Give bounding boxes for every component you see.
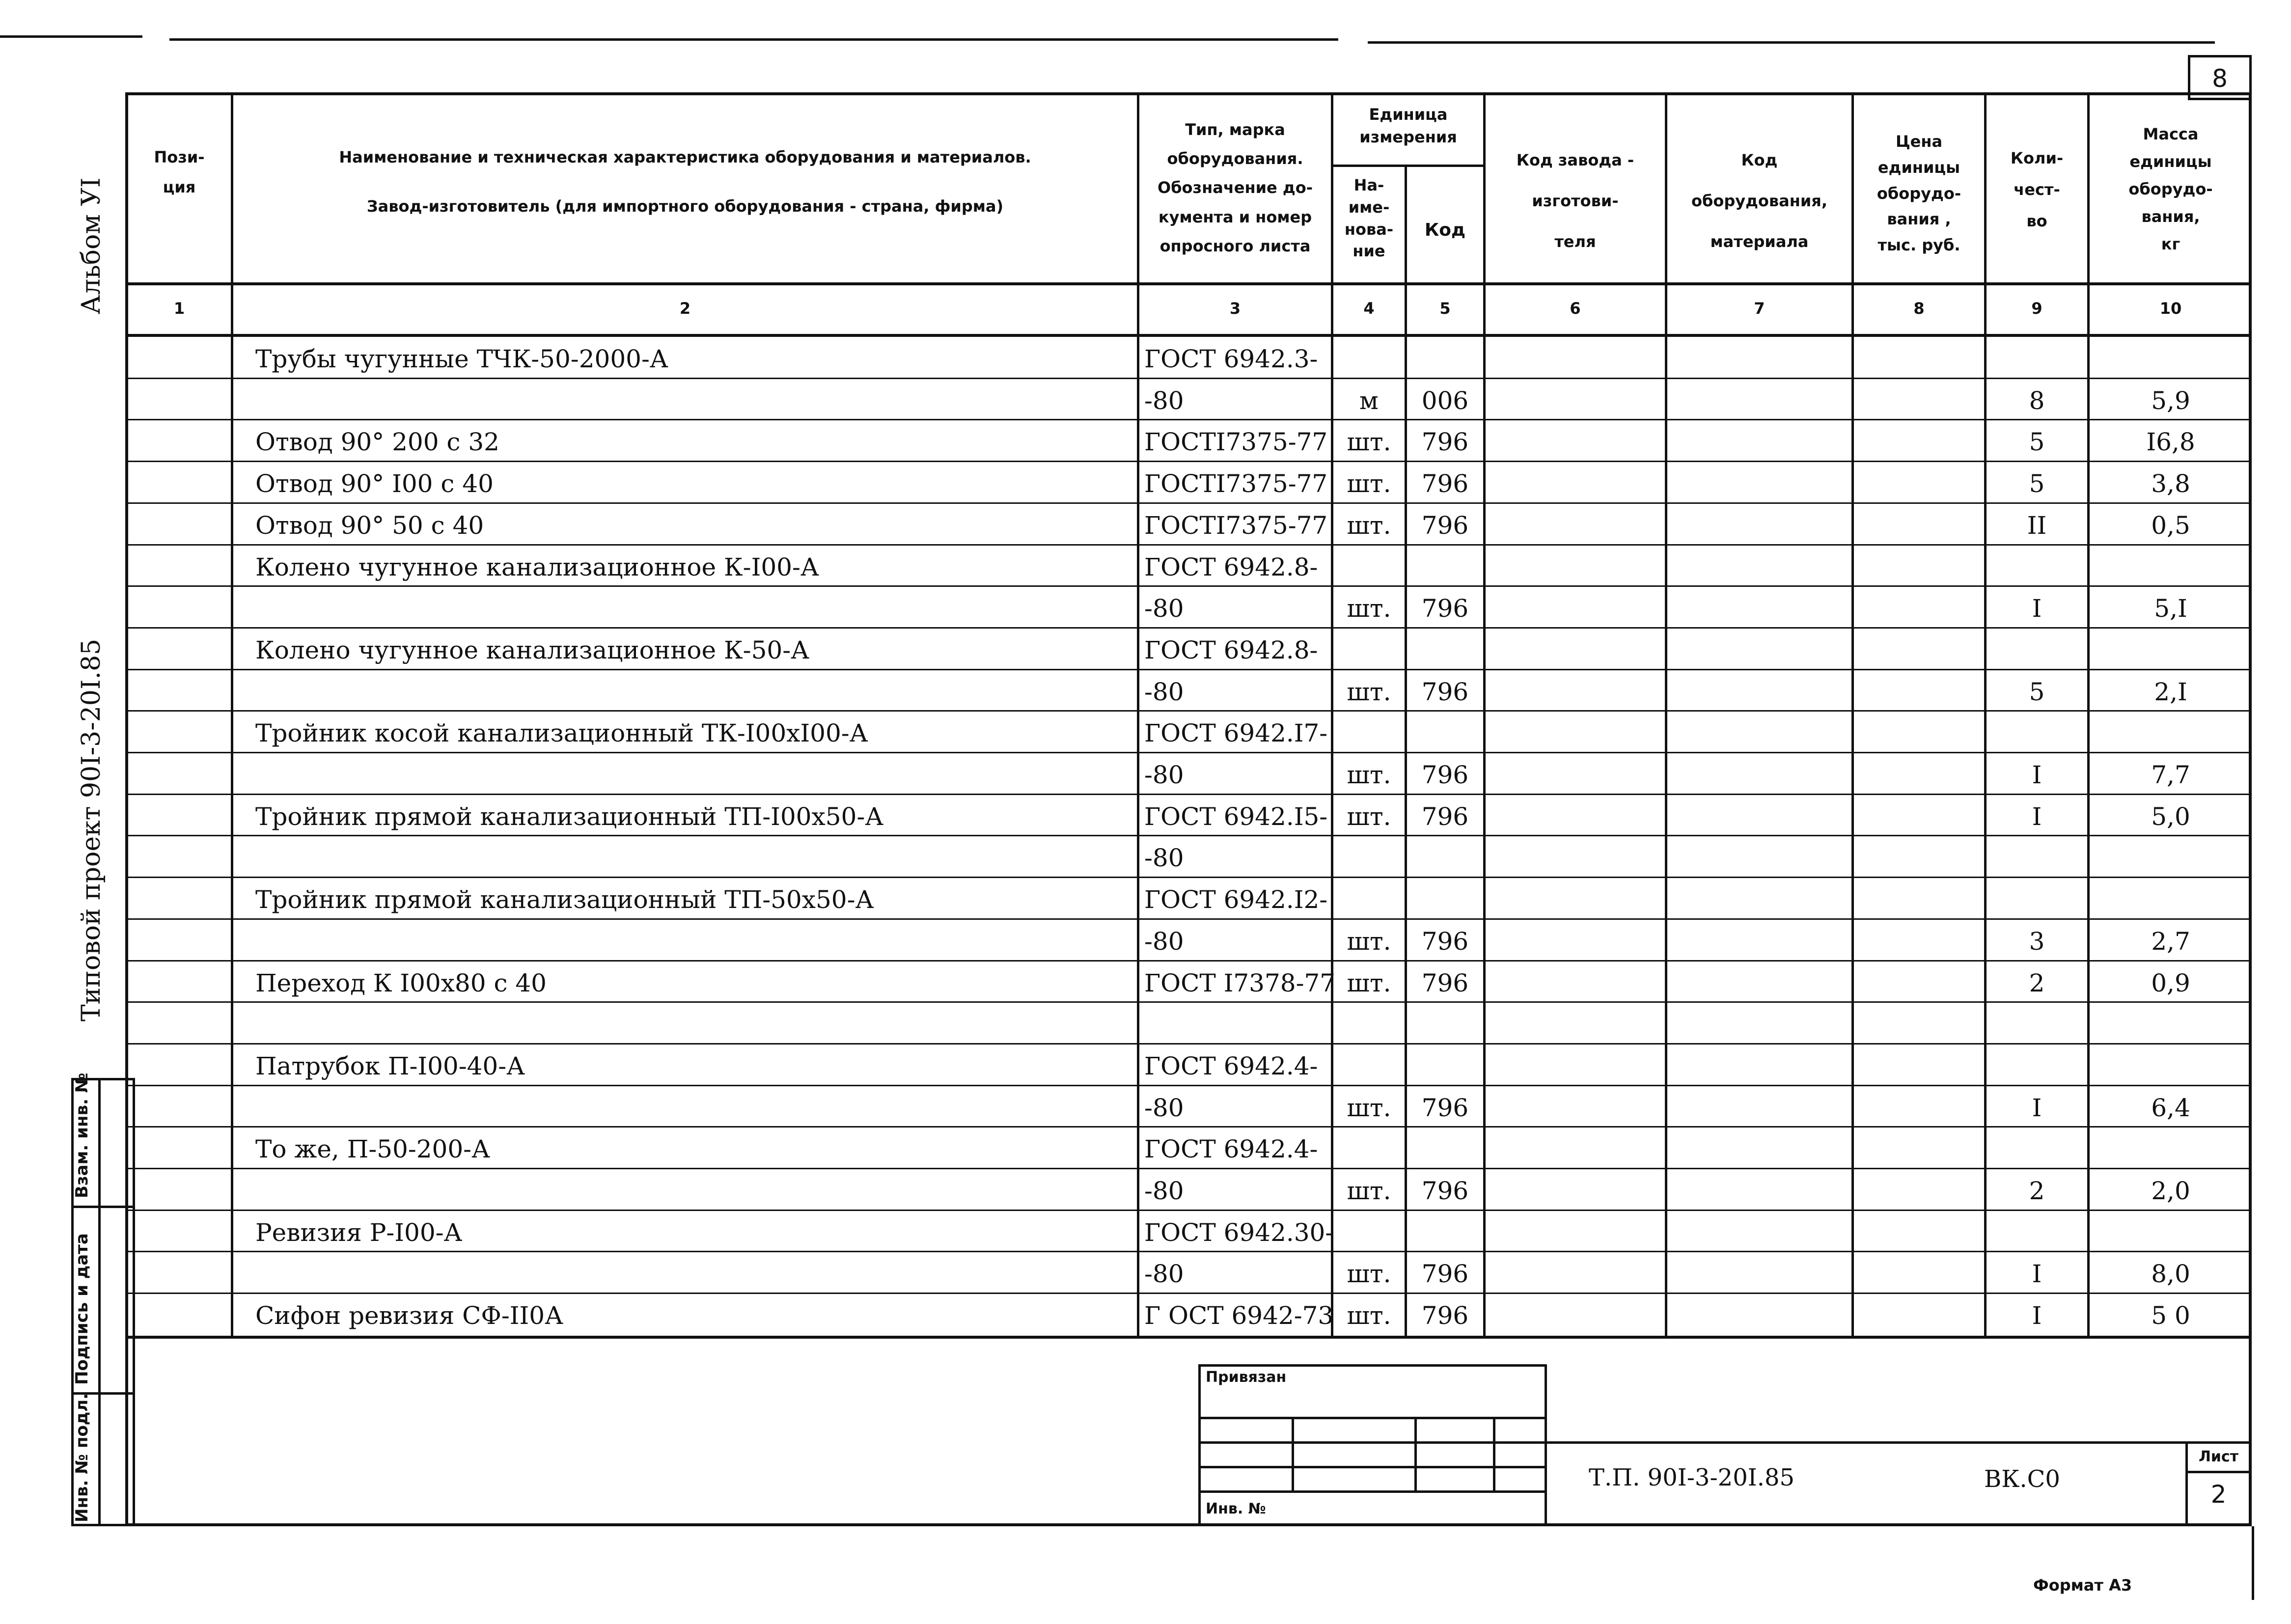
item-unit: шт.: [1347, 1301, 1391, 1330]
header-quantity: Коли- чест- во: [2010, 149, 2064, 230]
item-doc: ГОСТ 6942.30-: [1144, 1218, 1334, 1247]
item-mass: 2,I: [2154, 677, 2187, 706]
header-price: Цена единицы оборудо- вания , тыс. руб.: [1877, 132, 1961, 255]
column-number: 1: [173, 299, 185, 318]
item-mass: 8,0: [2151, 1260, 2190, 1289]
margin-stamp-signature: Подпись и дата: [72, 1233, 92, 1385]
item-name: Ревизия Р-I00-А: [255, 1218, 463, 1247]
item-code: 796: [1421, 1301, 1469, 1330]
bound-vline-c: [1493, 1417, 1495, 1493]
item-unit: шт.: [1347, 594, 1391, 623]
item-name: Трубы чугунные ТЧК-50-2000-А: [255, 345, 668, 373]
item-doc: -80: [1144, 1260, 1184, 1289]
item-quantity: 5: [2029, 677, 2045, 706]
item-unit: м: [1359, 386, 1379, 415]
item-unit: шт.: [1347, 677, 1391, 706]
bound-vline-a: [1292, 1417, 1294, 1493]
document-designation: Т.П. 90I-3-20I.85: [1589, 1464, 1795, 1491]
item-quantity: I: [2032, 594, 2042, 623]
item-unit: шт.: [1347, 469, 1391, 498]
header-type: Тип, марка оборудования. Обозначение до- кумента и номер опросного листа: [1158, 120, 1313, 255]
item-name: Колено чугунное канализационное К-I00-А: [255, 552, 819, 581]
item-mass: 0,5: [2151, 511, 2190, 540]
column-number: 6: [1570, 299, 1581, 318]
item-mass: 5 0: [2151, 1301, 2190, 1330]
column-number: 2: [679, 299, 691, 318]
header-factory-code: Код завода - изготови- теля: [1516, 151, 1634, 251]
item-quantity: I: [2032, 802, 2042, 831]
item-doc: ГОСТ I7378-77: [1144, 968, 1336, 997]
item-doc: ГОСТ 6942.3-: [1144, 345, 1318, 373]
column-number: 7: [1754, 299, 1765, 318]
item-doc: -80: [1144, 844, 1184, 873]
item-code: 006: [1421, 386, 1469, 415]
column-number: 8: [1913, 299, 1925, 318]
item-doc: -80: [1144, 761, 1184, 789]
item-code: 796: [1421, 802, 1469, 831]
item-unit: шт.: [1347, 1177, 1391, 1205]
item-unit: шт.: [1347, 761, 1391, 789]
item-name: Колено чугунное канализационное К-50-А: [255, 635, 809, 664]
item-code: 796: [1421, 1177, 1469, 1205]
column-number: 3: [1229, 299, 1241, 318]
item-unit: шт.: [1347, 968, 1391, 997]
item-name: То же, П-50-200-А: [255, 1135, 490, 1164]
item-quantity: I: [2032, 1301, 2042, 1330]
item-doc: ГОСТ 6942.8-: [1144, 552, 1318, 581]
item-name: Отвод 90° 50 с 40: [255, 511, 484, 540]
item-code: 796: [1421, 1260, 1469, 1289]
project-label: Типовой проект 90I-3-20I.85: [77, 638, 106, 1021]
item-doc: -80: [1144, 927, 1184, 956]
format-label: Формат А3: [2033, 1576, 2132, 1595]
item-mass: 0,9: [2151, 968, 2190, 997]
item-doc: ГОСТ 6942.I5-: [1144, 802, 1328, 831]
document-section: ВК.С0: [1984, 1465, 2060, 1493]
item-name: Тройник прямой канализационный ТП-I00х50-А: [255, 802, 884, 831]
item-quantity: I: [2032, 1093, 2042, 1122]
item-unit: шт.: [1347, 802, 1391, 831]
header-name-line2: Завод-изготовитель (для импортного оборудования - страна, фирма): [366, 197, 1004, 216]
item-mass: 6,4: [2151, 1093, 2190, 1122]
header-equipment-code: Код оборудования, материала: [1691, 151, 1827, 251]
right-margin-stroke: [2252, 1526, 2254, 1600]
item-name: Тройник косой канализационный ТК-I00хI00-А: [255, 719, 868, 748]
item-name: Сифон ревизия СФ-II0А: [255, 1301, 563, 1330]
column-number: 9: [2031, 299, 2043, 318]
item-name: Патрубок П-I00-40-А: [255, 1051, 525, 1080]
item-code: 796: [1421, 677, 1469, 706]
header-unit-code: Код: [1424, 220, 1466, 240]
item-doc: -80: [1144, 1177, 1184, 1205]
item-doc: -80: [1144, 594, 1184, 623]
item-code: 796: [1421, 968, 1469, 997]
item-name: Отвод 90° 200 с 32: [255, 428, 499, 457]
item-code: 796: [1421, 1093, 1469, 1122]
item-unit: шт.: [1347, 1260, 1391, 1289]
item-doc: ГОСТ 6942.I2-: [1144, 885, 1328, 914]
item-mass: 5,0: [2151, 802, 2190, 831]
item-name: Отвод 90° I00 с 40: [255, 469, 494, 498]
header-mass: Масса единицы оборудо- вания, кг: [2128, 125, 2213, 253]
item-doc: ГОСТI7375-77: [1144, 428, 1328, 457]
item-code: 796: [1421, 927, 1469, 956]
item-doc: ГОСТI7375-77: [1144, 469, 1328, 498]
item-code: 796: [1421, 469, 1469, 498]
item-doc: -80: [1144, 386, 1184, 415]
header-unit-group: Единица измерения: [1359, 105, 1457, 147]
item-quantity: 2: [2029, 968, 2045, 997]
bound-vline-b: [1414, 1417, 1417, 1493]
item-doc: ГОСТ 6942.4-: [1144, 1135, 1318, 1164]
item-unit: шт.: [1347, 428, 1391, 457]
header-position: Пози- ция: [154, 148, 205, 196]
item-code: 796: [1421, 761, 1469, 789]
inv-label: Инв. №: [1206, 1500, 1266, 1517]
item-quantity: 2: [2029, 1177, 2045, 1205]
item-mass: 2,7: [2151, 927, 2190, 956]
margin-stamp-inv-podl: Инв. № подл.: [72, 1393, 92, 1522]
sheet-number-top: 8: [2212, 64, 2228, 93]
margin-stamp-vzam: Взам. инв. №: [72, 1073, 92, 1198]
sheet-label: Лист: [2198, 1448, 2239, 1465]
item-code: 796: [1421, 594, 1469, 623]
item-unit: шт.: [1347, 511, 1391, 540]
item-doc: ГОСТ 6942.I7-: [1144, 719, 1328, 748]
item-doc: -80: [1144, 1093, 1184, 1122]
item-mass: 2,0: [2151, 1177, 2190, 1205]
item-name: Переход К I00х80 с 40: [255, 968, 547, 997]
item-code: 796: [1421, 428, 1469, 457]
item-unit: шт.: [1347, 1093, 1391, 1122]
header-name-line1: Наименование и техническая характеристика оборудования и материалов.: [339, 148, 1031, 166]
item-quantity: I: [2032, 761, 2042, 789]
item-mass: I6,8: [2146, 428, 2195, 457]
item-quantity: II: [2027, 511, 2047, 540]
item-quantity: 5: [2029, 428, 2045, 457]
item-code: 796: [1421, 511, 1469, 540]
item-name: Тройник прямой канализационный ТП-50х50-А: [255, 885, 874, 914]
sheet-box-divider: [2185, 1471, 2252, 1473]
item-doc: Г ОСТ 6942-73: [1144, 1301, 1334, 1330]
column-number: 10: [2159, 299, 2182, 318]
column-number: 4: [1363, 299, 1375, 318]
item-mass: 7,7: [2151, 761, 2190, 789]
item-mass: 5,I: [2154, 594, 2187, 623]
item-mass: 5,9: [2151, 386, 2190, 415]
item-quantity: I: [2032, 1260, 2042, 1289]
column-number: 5: [1439, 299, 1451, 318]
item-doc: -80: [1144, 677, 1184, 706]
item-quantity: 5: [2029, 469, 2045, 498]
header-unit-name: На- име- нова- ние: [1344, 176, 1394, 261]
sheet-value: 2: [2210, 1480, 2227, 1509]
item-quantity: 8: [2029, 386, 2045, 415]
album-label: Альбом УI: [77, 177, 106, 314]
bound-label: Привязан: [1206, 1369, 1287, 1386]
title-top-line: [1547, 1441, 2252, 1444]
item-doc: ГОСТI7375-77: [1144, 511, 1328, 540]
item-unit: шт.: [1347, 927, 1391, 956]
item-quantity: 3: [2029, 927, 2045, 956]
item-doc: ГОСТ 6942.8-: [1144, 635, 1318, 664]
item-doc: ГОСТ 6942.4-: [1144, 1051, 1318, 1080]
item-mass: 3,8: [2151, 469, 2190, 498]
